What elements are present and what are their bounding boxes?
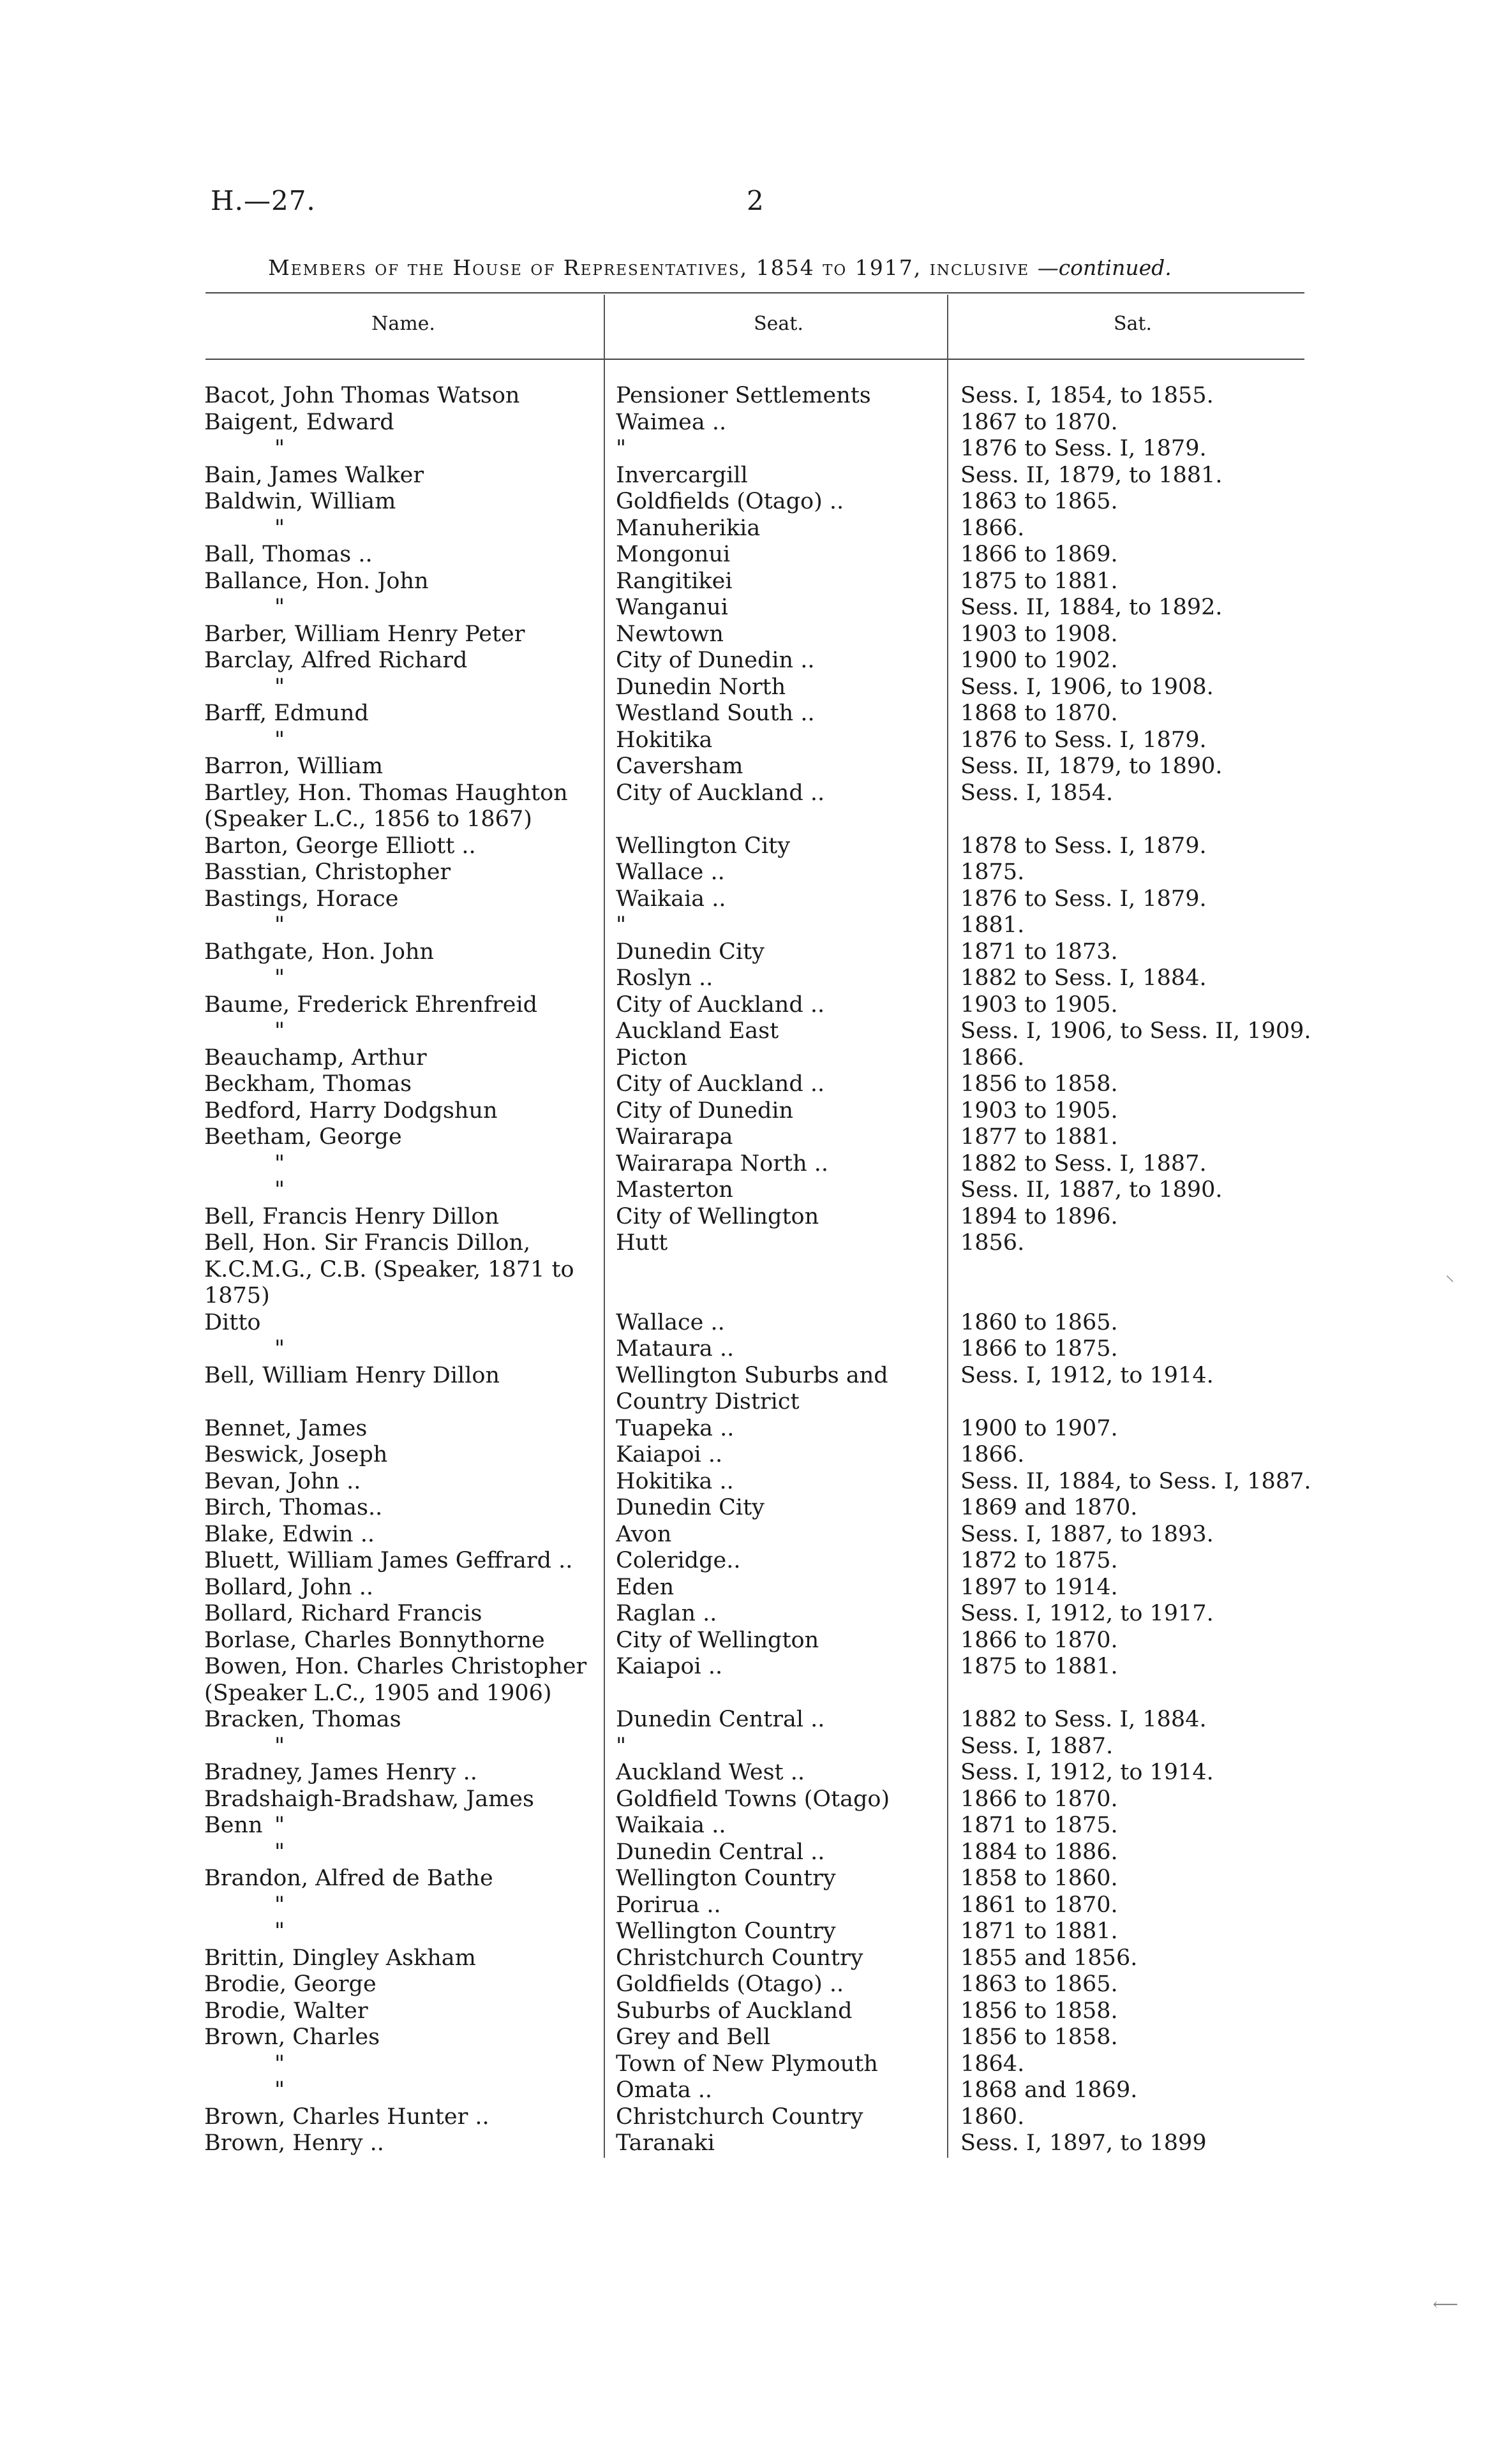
- table-row: [0, 1071, 1485, 1098]
- table-row: [0, 489, 1485, 516]
- members-table: [0, 383, 1485, 2157]
- member-name: ": [274, 1177, 285, 1203]
- member-seat: Mataura ..: [616, 1336, 735, 1362]
- member-seat: Invercargill: [616, 462, 748, 488]
- member-seat: Waikaia ..: [616, 886, 726, 912]
- table-row: [0, 1442, 1485, 1469]
- member-name: Bell, William Henry Dillon: [204, 1362, 500, 1388]
- table-row: [0, 463, 1485, 489]
- member-seat: City of Auckland ..: [616, 1071, 825, 1097]
- table-row: [0, 516, 1485, 542]
- member-seat: Dunedin Central ..: [616, 1707, 825, 1732]
- member-name: Brown, Charles: [204, 2024, 380, 2050]
- table-row: [0, 1045, 1485, 1072]
- table-row: [0, 1839, 1485, 1866]
- member-sat: 1900 to 1907.: [960, 1415, 1118, 1441]
- member-sat: 1863 to 1865.: [960, 1971, 1118, 1997]
- member-seat: ": [616, 1733, 627, 1759]
- member-name: Beckham, Thomas: [204, 1071, 412, 1097]
- member-name: Bathgate, Hon. John: [204, 939, 435, 965]
- table-row: [0, 1998, 1485, 2025]
- member-seat: Omata ..: [616, 2077, 713, 2103]
- table-row: [0, 992, 1485, 1019]
- member-sat: 1871 to 1881.: [960, 1919, 1118, 1944]
- member-name: Brittin, Dingley Askham: [204, 1945, 476, 1971]
- table-row: [0, 436, 1485, 463]
- member-name: Bacot, John Thomas Watson: [204, 383, 520, 408]
- member-name: ": [274, 595, 285, 620]
- member-sat: 1868 and 1869.: [960, 2077, 1138, 2103]
- member-seat: Auckland West ..: [616, 1760, 805, 1785]
- member-sat: Sess. I, 1906, to 1908.: [960, 674, 1214, 700]
- member-name: Brodie, Walter: [204, 1998, 368, 2024]
- member-name: Barff, Edmund: [204, 701, 369, 726]
- member-seat: Wairarapa: [616, 1124, 733, 1150]
- member-name: Brown, Charles Hunter ..: [204, 2104, 489, 2130]
- table-row: [0, 701, 1485, 727]
- member-seat: Caversham: [616, 753, 743, 779]
- column-header-name: Name.: [371, 313, 435, 335]
- member-sat: 1884 to 1886.: [960, 1839, 1118, 1865]
- member-sat: 1861 to 1870.: [960, 1892, 1118, 1918]
- member-seat: Wallace ..: [616, 1309, 725, 1335]
- member-name: ": [274, 436, 285, 461]
- member-sat: 1875 to 1881.: [960, 568, 1118, 594]
- member-sat: 1855 and 1856.: [960, 1945, 1138, 1971]
- table-row: [0, 727, 1485, 754]
- member-sat: 1867 to 1870.: [960, 409, 1118, 435]
- member-name: Bevan, John ..: [204, 1468, 361, 1494]
- member-sat: 1897 to 1914.: [960, 1574, 1118, 1600]
- table-row: [0, 621, 1485, 648]
- member-name: ": [274, 1733, 285, 1759]
- member-seat: Wellington Country: [616, 1919, 836, 1944]
- member-name: Baigent, Edward: [204, 409, 394, 435]
- member-seat: City of Auckland ..: [616, 780, 825, 806]
- table-row: [0, 1760, 1485, 1786]
- member-sat: 1894 to 1896.: [960, 1203, 1118, 1229]
- member-name: Bluett, William James Geffrard ..: [204, 1548, 573, 1573]
- table-row: [0, 674, 1485, 701]
- member-sat: 1866 to 1870.: [960, 1786, 1118, 1812]
- member-name: Bartley, Hon. Thomas Haughton (Speaker L.C., 1856 to 1867): [204, 780, 575, 832]
- member-seat: Roslyn ..: [616, 965, 713, 991]
- member-sat: 1903 to 1905.: [960, 991, 1118, 1018]
- member-seat: Grey and Bell: [616, 2024, 771, 2050]
- member-name: Ball, Thomas ..: [204, 542, 373, 567]
- member-sat: 1866.: [960, 1442, 1025, 1467]
- member-seat: Dunedin North: [616, 674, 786, 700]
- table-row: [0, 1204, 1485, 1231]
- member-name: Basstian, Christopher: [204, 859, 451, 885]
- member-sat: 1856 to 1858.: [960, 2024, 1118, 2050]
- member-sat: Sess. I, 1887.: [960, 1733, 1114, 1759]
- member-name: Barclay, Alfred Richard: [204, 648, 468, 673]
- table-row: [0, 1363, 1485, 1416]
- member-seat: Wellington City: [616, 833, 790, 859]
- member-seat: Wellington Suburbs and Country District: [616, 1362, 895, 1414]
- header-bottom-rule: [205, 359, 1304, 360]
- member-name: Barton, George Elliott ..: [204, 833, 476, 859]
- table-title-suffix: —continued.: [1037, 255, 1172, 280]
- member-name: ": [274, 674, 285, 700]
- table-row: [0, 1575, 1485, 1601]
- member-seat: Dunedin City: [616, 939, 765, 965]
- member-sat: 1875 to 1881.: [960, 1654, 1118, 1679]
- header-top-rule: [205, 292, 1304, 293]
- member-seat: Coleridge..: [616, 1548, 741, 1573]
- member-sat: 1866.: [960, 515, 1025, 541]
- member-sat: 1866.: [960, 1044, 1025, 1071]
- table-row: [0, 1919, 1485, 1945]
- table-row: [0, 1416, 1485, 1443]
- member-seat: Picton: [616, 1044, 688, 1071]
- member-sat: 1871 to 1875.: [960, 1813, 1118, 1838]
- member-sat: Sess. I, 1854, to 1855.: [960, 383, 1214, 408]
- table-row: [0, 2130, 1485, 2157]
- table-row: [0, 1601, 1485, 1628]
- member-name: ": [274, 515, 285, 541]
- member-sat: Sess. I, 1912, to 1914.: [960, 1362, 1214, 1388]
- page-number: 2: [747, 185, 764, 216]
- member-name: Bell, Hon. Sir Francis Dillon, K.C.M.G., C.B. (Speaker, 1871 to 1875): [204, 1230, 581, 1309]
- member-sat: 1900 to 1902.: [960, 648, 1118, 673]
- table-title: [268, 255, 1172, 280]
- member-name: Brown, Henry ..: [204, 2130, 384, 2156]
- member-sat: 1882 to Sess. I, 1887.: [960, 1150, 1207, 1176]
- member-seat: Hokitika ..: [616, 1468, 734, 1494]
- member-name: Bain, James Walker: [204, 462, 424, 488]
- member-sat: 1903 to 1905.: [960, 1097, 1118, 1124]
- member-seat: Avon: [616, 1521, 672, 1547]
- member-name: Ballance, Hon. John: [204, 568, 429, 594]
- member-name: Beetham, George: [204, 1124, 402, 1150]
- member-sat: Sess. I, 1854.: [960, 780, 1114, 806]
- member-name: ": [274, 2077, 285, 2103]
- table-row: [0, 1654, 1485, 1707]
- member-sat: Sess. II, 1879, to 1881.: [960, 462, 1223, 488]
- member-sat: Sess. II, 1884, to 1892.: [960, 595, 1223, 620]
- table-row: [0, 2077, 1485, 2104]
- member-name: Bollard, Richard Francis: [204, 1601, 482, 1626]
- member-sat: 1903 to 1908.: [960, 621, 1118, 647]
- member-sat: Sess. I, 1912, to 1914.: [960, 1760, 1214, 1785]
- member-name: ": [274, 1150, 285, 1176]
- member-name: Bradshaigh-Bradshaw, James Benn: [204, 1786, 542, 1838]
- table-row: [0, 568, 1485, 595]
- member-seat: Kaiapoi ..: [616, 1442, 723, 1467]
- margin-mark: ⟵: [1433, 2294, 1459, 2315]
- member-name: Bell, Francis Henry Dillon: [204, 1203, 500, 1229]
- member-sat: 1858 to 1860.: [960, 1866, 1118, 1891]
- member-seat: City of Auckland ..: [616, 991, 825, 1018]
- member-sat: Sess. II, 1887, to 1890.: [960, 1177, 1223, 1203]
- member-sat: 1856 to 1858.: [960, 1071, 1118, 1097]
- member-seat: City of Wellington: [616, 1203, 819, 1229]
- member-seat: Christchurch Country: [616, 1945, 863, 1971]
- table-row: [0, 1230, 1485, 1310]
- member-seat: Kaiapoi ..: [616, 1654, 723, 1679]
- member-seat: Hutt: [616, 1230, 668, 1256]
- table-row: [0, 1733, 1485, 1760]
- column-header-seat: Seat.: [754, 313, 803, 335]
- table-row: [0, 1177, 1485, 1204]
- margin-mark: ⸌: [1445, 1272, 1455, 1293]
- member-seat: ": [616, 912, 627, 938]
- member-seat: Hokitika: [616, 727, 713, 753]
- member-seat: Wanganui: [616, 595, 728, 620]
- table-row: [0, 2051, 1485, 2078]
- member-name: Baume, Frederick Ehrenfreid: [204, 991, 538, 1018]
- table-row: [0, 1469, 1485, 1495]
- table-row: [0, 833, 1485, 860]
- member-name: ": [274, 1018, 285, 1044]
- member-sat: 1876 to Sess. I, 1879.: [960, 727, 1207, 753]
- member-sat: Sess. I, 1897, to 1899: [960, 2130, 1207, 2156]
- table-row: [0, 383, 1485, 410]
- column-header-sat: Sat.: [1113, 313, 1153, 335]
- member-sat: Sess. I, 1887, to 1893.: [960, 1521, 1214, 1547]
- table-row: [0, 1892, 1485, 1919]
- member-sat: 1866 to 1870.: [960, 1627, 1118, 1653]
- table-row: [0, 1018, 1485, 1045]
- member-name: ": [274, 912, 285, 938]
- member-name: Borlase, Charles Bonnythorne: [204, 1627, 545, 1653]
- table-row: [0, 859, 1485, 886]
- member-sat: 1856.: [960, 1230, 1025, 1256]
- member-seat: Waimea ..: [616, 409, 727, 435]
- table-row: [0, 1522, 1485, 1548]
- member-name: Brandon, Alfred de Bathe: [204, 1866, 493, 1891]
- member-name: Birch, Thomas..: [204, 1495, 383, 1520]
- member-seat: Auckland East: [616, 1018, 779, 1044]
- member-seat: City of Dunedin: [616, 1097, 794, 1124]
- table-title-main: Members of the House of Representatives, 1854 to 1917, inclusive: [268, 255, 1030, 280]
- member-sat: 1876 to Sess. I, 1879.: [960, 886, 1207, 912]
- member-seat: Town of New Plymouth: [616, 2051, 878, 2077]
- member-seat: Wairarapa North ..: [616, 1150, 828, 1176]
- member-sat: 1866 to 1875.: [960, 1336, 1118, 1362]
- table-row: [0, 965, 1485, 992]
- table-row: [0, 1098, 1485, 1125]
- member-seat: Pensioner Settlements: [616, 383, 871, 408]
- table-row: [0, 1548, 1485, 1575]
- member-name: Brodie, George: [204, 1971, 377, 1997]
- member-name: ": [274, 1892, 285, 1918]
- member-name: Barber, William Henry Peter: [204, 621, 525, 647]
- member-seat: Dunedin Central ..: [616, 1839, 825, 1865]
- member-seat: ": [616, 436, 627, 461]
- member-sat: 1871 to 1873.: [960, 939, 1118, 965]
- table-row: [0, 1310, 1485, 1337]
- member-sat: 1860 to 1865.: [960, 1309, 1118, 1335]
- table-row: [0, 939, 1485, 966]
- member-seat: Suburbs of Auckland: [616, 1998, 853, 2024]
- table-row: [0, 2024, 1485, 2051]
- member-sat: 1868 to 1870.: [960, 701, 1118, 726]
- member-sat: Sess. II, 1884, to Sess. I, 1887.: [960, 1468, 1311, 1494]
- table-row: [0, 410, 1485, 436]
- table-row: [0, 1813, 1485, 1839]
- table-row: [0, 912, 1485, 939]
- member-name: Bradney, James Henry ..: [204, 1760, 477, 1785]
- member-sat: 1856 to 1858.: [960, 1998, 1118, 2024]
- table-row: [0, 1151, 1485, 1178]
- member-seat: Westland South ..: [616, 701, 815, 726]
- table-row: [0, 780, 1485, 833]
- table-row: [0, 1628, 1485, 1654]
- member-seat: Wallace ..: [616, 859, 725, 885]
- member-name: ": [274, 2051, 285, 2077]
- table-row: [0, 1971, 1485, 1998]
- member-name: Blake, Edwin ..: [204, 1521, 375, 1547]
- member-sat: 1878 to Sess. I, 1879.: [960, 833, 1207, 859]
- member-name: Baldwin, William: [204, 489, 396, 514]
- member-name: ": [274, 1919, 285, 1944]
- member-name: Bennet, James: [204, 1415, 368, 1441]
- table-row: [0, 1336, 1485, 1363]
- table-row: [0, 886, 1485, 913]
- member-sat: 1864.: [960, 2051, 1025, 2077]
- member-sat: 1881.: [960, 912, 1025, 938]
- member-name: Bracken, Thomas: [204, 1707, 401, 1732]
- member-sat: Sess. II, 1879, to 1890.: [960, 753, 1223, 779]
- member-seat: Manuherikia: [616, 515, 761, 541]
- member-sat: 1875.: [960, 859, 1025, 885]
- table-row: [0, 1945, 1485, 1972]
- member-name: Beauchamp, Arthur: [204, 1044, 427, 1071]
- member-name: Barron, William: [204, 753, 384, 779]
- member-seat: Goldfields (Otago) ..: [616, 1971, 844, 1997]
- member-name: ": [274, 1813, 285, 1838]
- member-seat: Rangitikei: [616, 568, 733, 594]
- member-seat: Taranaki: [616, 2130, 715, 2156]
- member-sat: 1872 to 1875.: [960, 1548, 1118, 1573]
- member-sat: 1877 to 1881.: [960, 1124, 1118, 1150]
- member-seat: Eden: [616, 1574, 675, 1600]
- member-seat: Wellington Country: [616, 1866, 836, 1891]
- member-name: Bedford, Harry Dodgshun: [204, 1097, 498, 1124]
- member-seat: City of Dunedin ..: [616, 648, 815, 673]
- member-sat: Sess. I, 1906, to Sess. II, 1909.: [960, 1018, 1311, 1044]
- member-name: ": [274, 1839, 285, 1865]
- member-sat: Sess. I, 1912, to 1917.: [960, 1601, 1214, 1626]
- member-seat: Waikaia ..: [616, 1813, 726, 1838]
- member-seat: Tuapeka ..: [616, 1415, 735, 1441]
- table-row: [0, 595, 1485, 621]
- member-seat: Newtown: [616, 621, 724, 647]
- table-row: [0, 542, 1485, 568]
- member-sat: 1863 to 1865.: [960, 489, 1118, 514]
- table-row: [0, 1866, 1485, 1892]
- document-code: H.—27.: [211, 185, 316, 216]
- table-row: [0, 1707, 1485, 1733]
- member-name: Bastings, Horace: [204, 886, 399, 912]
- member-sat: 1876 to Sess. I, 1879.: [960, 436, 1207, 461]
- table-row: [0, 2104, 1485, 2131]
- member-name: ": [274, 965, 285, 991]
- table-row: [0, 753, 1485, 780]
- member-sat: 1882 to Sess. I, 1884.: [960, 965, 1207, 991]
- table-row: [0, 648, 1485, 674]
- member-name: Ditto: [204, 1309, 261, 1335]
- member-sat: 1866 to 1869.: [960, 542, 1118, 567]
- member-name: ": [274, 727, 285, 753]
- member-seat: City of Wellington: [616, 1627, 819, 1653]
- member-seat: Goldfield Towns (Otago): [616, 1786, 890, 1812]
- member-sat: 1869 and 1870.: [960, 1495, 1138, 1520]
- table-row: [0, 1495, 1485, 1522]
- member-name: Bollard, John ..: [204, 1574, 373, 1600]
- member-sat: 1860.: [960, 2104, 1025, 2130]
- member-seat: Goldfields (Otago) ..: [616, 489, 844, 514]
- table-row: [0, 1124, 1485, 1151]
- member-seat: Christchurch Country: [616, 2104, 863, 2130]
- member-seat: Raglan ..: [616, 1601, 717, 1626]
- member-name: Beswick, Joseph: [204, 1442, 388, 1467]
- member-name: ": [274, 1336, 285, 1362]
- member-seat: Mongonui: [616, 542, 731, 567]
- member-name: Bowen, Hon. Charles Christopher (Speaker L.C., 1905 and 1906): [204, 1654, 594, 1706]
- member-sat: 1882 to Sess. I, 1884.: [960, 1707, 1207, 1732]
- member-seat: Porirua ..: [616, 1892, 721, 1918]
- member-seat: Masterton: [616, 1177, 733, 1203]
- member-seat: Dunedin City: [616, 1495, 765, 1520]
